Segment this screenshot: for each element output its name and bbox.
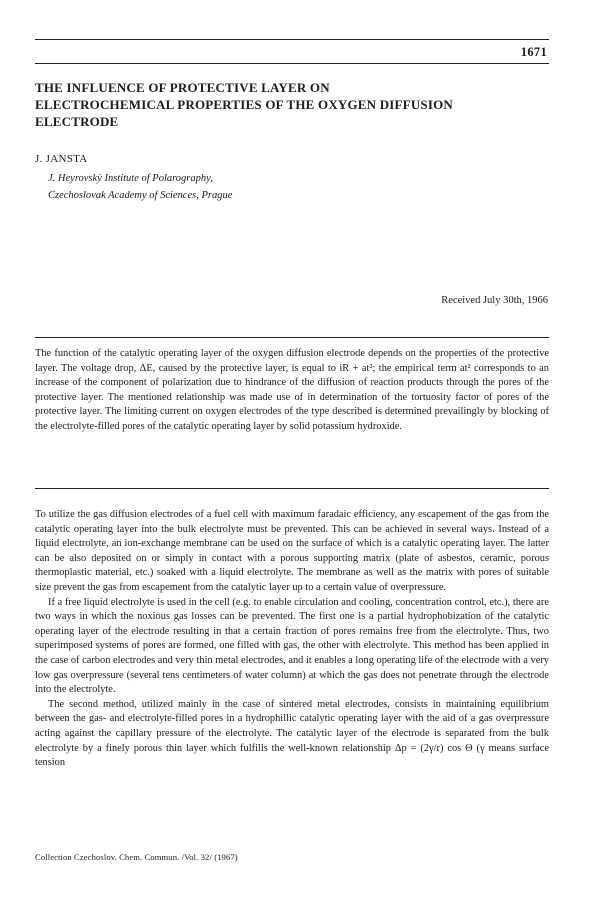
header-rule-under-number xyxy=(35,63,549,64)
body-paragraph: If a free liquid electrolyte is used in the cell (e.g. to enable circulation and cooling, concentration control, etc.), there are two ways in which the noxious gas losses can be prevented. The first one is a partial hydrophobization of the catalytic operating layer of the electrode resulting in that a certain fraction of pores remains free from the electrolyte. Thus, two superimposed systems of pores are formed, one filled with gas, the other with electrolyte. This method has been applied in the case of carbon electrodes and very thin metal electrodes, and it enables a long operating life of the electrode with a very low gas overpressure (several tens centimeters of water column) at which the gas does not penetrate through the electrode into the electrolyte. xyxy=(35,596,549,696)
article-title: THE INFLUENCE OF PROTECTIVE LAYER ON ELECTROCHEMICAL PROPERTIES OF THE OXYGEN DIFFUSION ELECTRODE xyxy=(35,80,454,129)
journal-footer: Collection Czechoslov. Chem. Commun. /Vol. 32/ (1967) xyxy=(35,852,238,862)
body-paragraph: To utilize the gas diffusion electrodes of a fuel cell with maximum faradaic efficiency, any escapement of the gas from the catalytic operating layer into the bulk electrolyte must be prevented. This can be achieved in several ways. Instead of a liquid electrolyte, an ion-exchange membrane can be used on the surface of which is a catalytic operating layer. The latter can be also deposited on or simply in contact with a porous supporting matrix (plate of asbestos, ceramic, porous thermoplastic material, etc.) soaked with a liquid electrolyte. The membrane as well as the matrix with pores of suitable size prevent the gas from escapement from the catalytic layer up to a certain value of overpressure. xyxy=(35,509,549,593)
header-rule xyxy=(35,39,549,40)
abstract-paragraph: The function of the catalytic operating layer of the oxygen diffusion electrode depends on the properties of the protective layer. The voltage drop, ΔE, caused by the protective layer, is equal to iR + at²; the empirical term at² corresponds to an increase of the component of polarization due to hindrance of the diffusion of reaction products through the pores of the protective layer. The mentioned relationship was made use of in determination of the tortuosity factor of pores of the protective layer. The limiting current on oxygen electrodes of the type described is determined prevailingly by blocking of the electrolyte-filled pores of the catalytic operating layer by solid potassium hydroxide. xyxy=(35,348,549,432)
author-name: J. JANSTA xyxy=(35,153,88,165)
body-paragraph: The second method, utilized mainly in the case of sintered metal electrodes, consists in maintaining equilibrium between the gas- and electrolyte-filled pores in a hydrophillic catalytic operating layer with the aid of a gas overpressure acting against the capillary pressure of the electrolyte. The catalytic layer of the electrode is separated from the bulk electrolyte by a finely porous thin layer which fulfills the well-known relationship Δp = (2γ/r) cos Θ (γ means surface tension xyxy=(35,698,549,769)
author-affiliation xyxy=(48,170,232,204)
affiliation-line: J. Heyrovský Institute of Polarography, xyxy=(48,173,213,184)
received-date: Received July 30th, 1966 xyxy=(441,295,548,306)
abstract xyxy=(35,347,549,435)
page-number: 1671 xyxy=(520,45,547,59)
article-body xyxy=(35,508,549,771)
abstract-top-rule xyxy=(35,337,549,338)
affiliation-line: Czechoslovak Academy of Sciences, Prague xyxy=(48,190,233,201)
abstract-bottom-rule xyxy=(35,488,549,489)
